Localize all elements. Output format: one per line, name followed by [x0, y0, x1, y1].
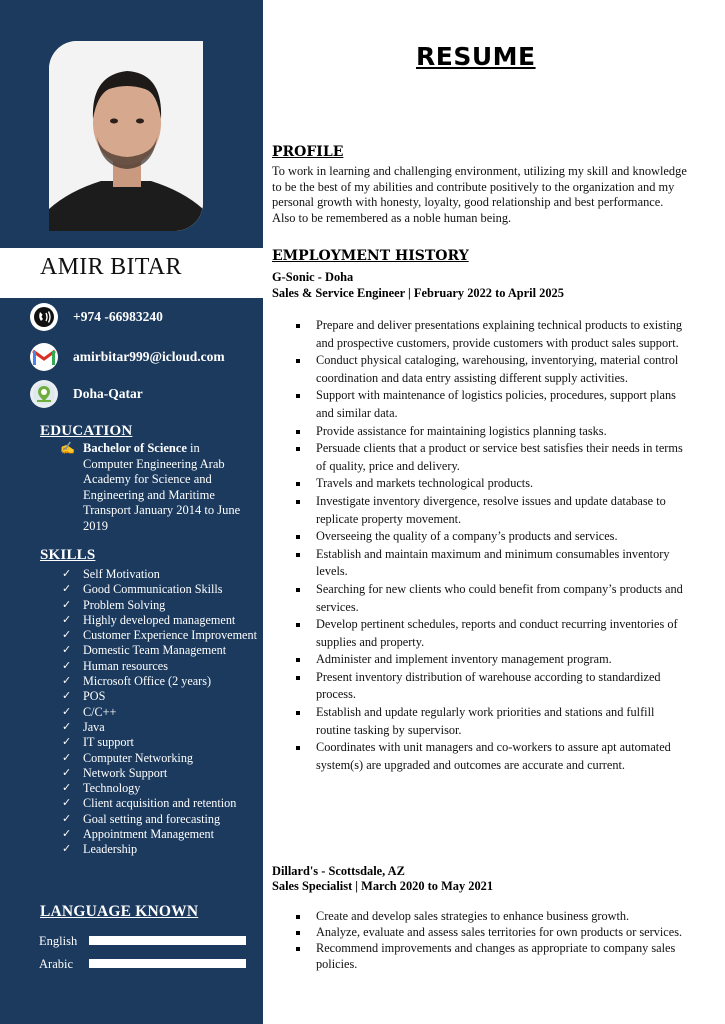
check-icon: ✓: [62, 705, 72, 718]
languages-heading: LANGUAGE KNOWN: [40, 903, 199, 920]
list-item: ✓ Technology: [62, 781, 141, 796]
list-item: Analyze, evaluate and assess sales territories for own products or services.: [296, 924, 686, 940]
list-item: ✓ Customer Experience Improvement: [62, 628, 257, 643]
list-item: Investigate inventory divergence, resolve issues and update database to replicate property movement.: [296, 493, 686, 528]
check-icon: ✓: [62, 690, 72, 703]
list-item: ✓ POS: [62, 689, 106, 704]
check-icon: ✓: [62, 675, 72, 688]
list-item: Establish and update regularly work priorities and stations and fulfill routine tasking by supervisor.: [296, 704, 686, 739]
contact-location: [30, 379, 143, 409]
list-item: ✓ C/C++: [62, 704, 117, 719]
education-heading: EDUCATION: [40, 423, 133, 439]
education-entry: [62, 441, 252, 534]
job-company: G-Sonic - Doha: [272, 270, 354, 284]
job-role: Sales Specialist | March 2020 to May 2021: [272, 879, 494, 893]
list-item: Recommend improvements and changes as appropriate to company sales policies.: [296, 940, 686, 972]
page-title: RESUME: [416, 42, 536, 71]
check-icon: ✓: [62, 736, 72, 749]
profile-text: To work in learning and challenging environment, utilizing my skill and knowledge to be the best of my abilities and contribute positively to the organization and my personal growth with honesty, loyalty, good relationship and best performance. Also to be remembered as a noble human being.: [272, 164, 687, 225]
list-item: ✓ Self Motivation: [62, 567, 160, 581]
check-icon: ✓: [62, 598, 72, 611]
location-text: Doha-Qatar: [73, 386, 143, 401]
profile-heading: PROFILE: [272, 144, 344, 160]
list-item: ✓ Client acquisition and retention: [62, 796, 237, 811]
phone-icon: [30, 303, 58, 331]
job-duties-list: [296, 317, 686, 774]
list-item: ✓ Microsoft Office (2 years): [62, 674, 212, 689]
list-item: ✓ Leadership: [62, 842, 138, 857]
list-item: Establish and maintain maximum and minimum consumables inventory levels.: [296, 546, 686, 581]
contact-email: [30, 342, 225, 372]
job-role: Sales & Service Engineer | February 2022 to April 2025: [272, 286, 564, 300]
list-item: ✓ Domestic Team Management: [62, 643, 227, 658]
contact-phone: [30, 302, 163, 332]
job-company: Dillard's - Scottsdale, AZ: [272, 864, 405, 878]
job-duties-list: [296, 908, 686, 972]
check-icon: ✓: [62, 659, 72, 672]
employment-heading: EMPLOYMENT HISTORY: [272, 248, 469, 264]
skills-heading: SKILLS: [40, 547, 96, 563]
language-english: [39, 934, 77, 949]
check-icon: ✓: [62, 766, 72, 779]
email-icon: [30, 343, 58, 371]
check-icon: ✓: [62, 629, 72, 642]
list-item: Persuade clients that a product or service best satisfies their needs in terms of quality, price and delivery.: [296, 440, 686, 475]
profile-photo: [49, 41, 203, 231]
list-item: Administer and implement inventory management program.: [296, 651, 686, 669]
candidate-name: AMIR BITAR: [40, 254, 182, 280]
list-item: ✓ Highly developed management: [62, 612, 236, 627]
avatar: [49, 41, 203, 231]
list-item: ✓ Good Communication Skills: [62, 582, 223, 597]
list-item: Develop pertinent schedules, reports and conduct recurring inventories of supplies and property.: [296, 616, 686, 651]
check-icon: ✓: [62, 828, 72, 841]
list-item: Prepare and deliver presentations explaining technical products to existing and prospective customers, provide customers with product sales support.: [296, 317, 686, 352]
check-icon: ✓: [62, 843, 72, 856]
check-icon: ✓: [62, 568, 72, 580]
list-item: ✓ Network Support: [62, 765, 168, 780]
sidebar: [0, 0, 263, 1024]
check-icon: ✓: [62, 613, 72, 626]
location-icon: [30, 380, 58, 408]
list-item: Coordinates with unit managers and co-workers to assure apt automated system(s) are upgraded and outcomes are accurate and current.: [296, 739, 686, 774]
list-item: ✓ Problem Solving: [62, 597, 166, 612]
check-icon: ✓: [62, 583, 72, 596]
list-item: Travels and markets technological products.: [296, 475, 686, 493]
language-label: Arabic: [39, 957, 74, 971]
check-icon: ✓: [62, 751, 72, 764]
language-label: English: [39, 934, 78, 948]
check-icon: ✓: [62, 797, 72, 810]
list-item: Support with maintenance of logistics policies, procedures, support plans and similar data.: [296, 387, 686, 422]
check-icon: ✓: [62, 720, 72, 733]
check-icon: ✓: [62, 644, 72, 657]
phone-number[interactable]: +974 -66983240: [73, 309, 163, 324]
list-item: ✓ Computer Networking: [62, 750, 194, 765]
list-item: ✓ IT support: [62, 735, 134, 750]
list-item: Overseeing the quality of a company’s products and services.: [296, 528, 686, 546]
list-item: Conduct physical cataloging, warehousing, inventorying, material control coordination and data entry assisting different supply activities.: [296, 352, 686, 387]
list-item: ✓ Goal setting and forecasting: [62, 811, 221, 826]
list-item: ✓ Java: [62, 719, 105, 734]
list-item: Searching for new clients who could benefit from company’s products and services.: [296, 581, 686, 616]
education-detail: in Computer Engineering Arab Academy for Science and Engineering and Maritime Transport January 2014 to June 2019: [83, 441, 241, 533]
pen-icon: ✍: [60, 441, 75, 455]
skills-list: [62, 567, 257, 858]
list-item: ✓ Human resources: [62, 658, 168, 673]
list-item: ✓ Appointment Management: [62, 827, 214, 842]
check-icon: ✓: [62, 812, 72, 825]
list-item: Present inventory distribution of warehouse according to standardized process.: [296, 669, 686, 704]
email-address[interactable]: amirbitar999@icloud.com: [73, 349, 225, 364]
education-degree: Bachelor of Science: [83, 441, 187, 455]
list-item: Provide assistance for maintaining logistics planning tasks.: [296, 423, 686, 441]
list-item: Create and develop sales strategies to enhance business growth.: [296, 908, 686, 924]
language-level-bar: [89, 936, 246, 945]
check-icon: ✓: [62, 782, 72, 795]
language-level-bar: [89, 959, 246, 968]
language-arabic: [39, 957, 73, 972]
